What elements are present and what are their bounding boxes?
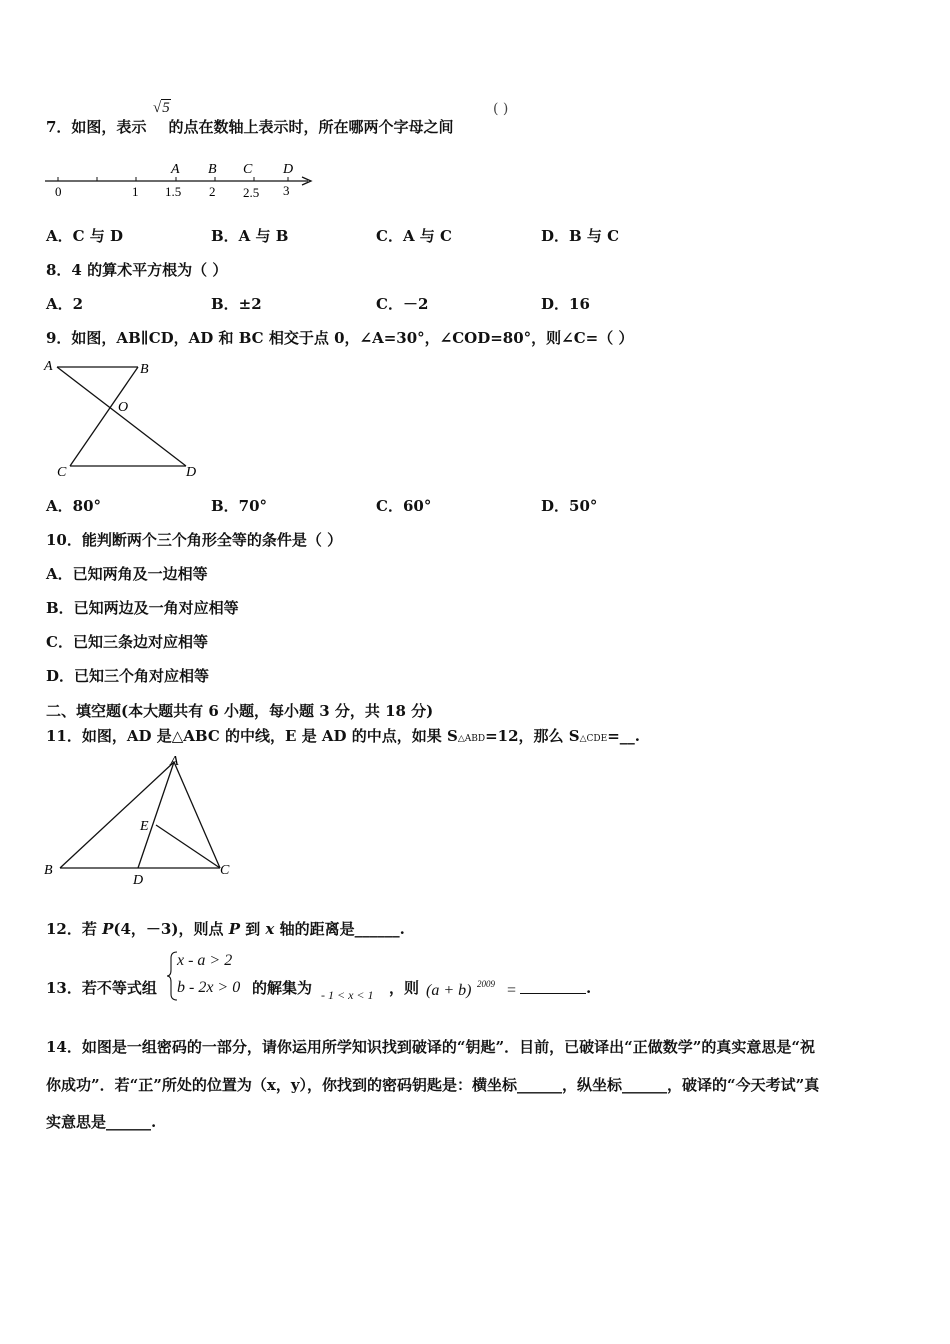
q8-option-d[interactable]: D．16 <box>541 295 590 313</box>
tick-label-3: 3 <box>283 183 290 198</box>
label-b: B <box>44 863 53 878</box>
q8-stem: 8．4 的算术平方根为（ ） <box>46 261 228 279</box>
q14-line-2: 你成功”．若“正”所处的位置为（x，y），你找到的密码钥匙是：横坐标______，纵坐标______，破译的“今天考试”真 <box>46 1076 820 1094</box>
q12-x-axis: x <box>265 920 275 938</box>
q7-option-b[interactable]: B．A 与 B <box>211 227 289 245</box>
q11-part1: 11．如图，AD 是△ABC 的中线，E 是 AD 的中点，如果 S <box>46 727 458 745</box>
q8-option-a[interactable]: A．2 <box>46 295 84 313</box>
q7-stem <box>46 116 453 137</box>
label-d: D <box>186 465 197 480</box>
q11-stem <box>46 725 640 746</box>
q7-option-c[interactable]: C．A 与 C <box>376 227 452 245</box>
q11-figure <box>40 752 240 887</box>
q13-solution: - 1 < x < 1 <box>321 988 374 1002</box>
q10-option-b[interactable]: B．已知两边及一角对应相等 <box>46 599 239 617</box>
point-label-c: C <box>243 162 253 177</box>
q11-sub-abd: △ABD <box>457 734 486 744</box>
segment-ad <box>57 367 186 466</box>
sqrt-icon: √ <box>153 100 162 116</box>
tick-label-0: 0 <box>55 184 62 199</box>
q7-suffix: 的点在数轴上表示时，所在哪两个字母之间 <box>168 118 454 136</box>
q13-answer-blank[interactable] <box>520 993 586 994</box>
label-c: C <box>220 863 230 878</box>
q7-answer-paren: ( ) <box>493 101 509 117</box>
q12-part1: 12．若 <box>46 920 103 938</box>
label-c: C <box>57 465 67 480</box>
q13-exponent: 2009 <box>477 979 495 989</box>
point-label-a: A <box>171 162 180 177</box>
q11-sub-cde: △CDE <box>579 734 608 744</box>
q10-option-a[interactable]: A．已知两角及一边相等 <box>46 565 208 583</box>
q13-expression: (a + b) <box>426 982 472 999</box>
q11-part2: =12，那么 S <box>485 727 580 745</box>
tick-label-1: 1 <box>132 184 139 199</box>
tick-label-2-5: 2.5 <box>243 185 260 200</box>
label-d: D <box>133 873 144 887</box>
q9-option-a[interactable]: A．80° <box>46 497 102 515</box>
point-label-d: D <box>283 162 294 177</box>
q10-option-c[interactable]: C．已知三条边对应相等 <box>46 633 208 651</box>
q12-part4: 轴的距离是______. <box>274 920 405 938</box>
q8-option-b[interactable]: B．±2 <box>211 295 262 313</box>
label-a: A <box>44 359 53 374</box>
q13-period: . <box>586 979 592 997</box>
q8-option-c[interactable]: C．－2 <box>376 295 429 313</box>
segment-bc <box>70 367 138 466</box>
q13-lead: 13．若不等式组 <box>46 979 157 997</box>
label-e: E <box>140 819 149 834</box>
q9-option-b[interactable]: B．70° <box>211 497 268 515</box>
q13-then: ，则 <box>389 979 420 997</box>
q12-point-p: P <box>102 920 114 938</box>
point-label-b: B <box>208 162 217 177</box>
q14-line-1: 14．如图是一组密码的一部分，请你运用所学知识找到破译的“钥匙”．目前，已破译出“正做数学”的真实意思是“祝 <box>46 1038 816 1056</box>
q7-number-line <box>40 155 320 200</box>
label-b: B <box>140 362 149 377</box>
q13-mid: 的解集为 <box>252 979 313 997</box>
q7-option-d[interactable]: D．B 与 C <box>541 227 620 245</box>
q7-sqrt-radicand: 5 <box>162 100 170 116</box>
q7-prefix: 7．如图，表示 <box>46 118 147 136</box>
q7-option-a[interactable]: A．C 与 D <box>46 227 124 245</box>
q11-part3: =__. <box>607 727 640 745</box>
q10-stem: 10．能判断两个三个角形全等的条件是（ ） <box>46 531 343 549</box>
q9-option-c[interactable]: C．60° <box>376 497 432 515</box>
q12-stem <box>46 918 405 939</box>
q9-stem: 9．如图，AB∥CD，AD 和 BC 相交于点 0，∠A=30°，∠COD=80°，则∠C=（ ） <box>46 329 634 347</box>
label-o: O <box>118 400 129 415</box>
section-heading-fill-in: 二、填空题(本大题共有 6 小题，每小题 3 分，共 18 分) <box>46 702 434 720</box>
q9-option-d[interactable]: D．50° <box>541 497 598 515</box>
q14-line-3: 实意思是______. <box>46 1113 157 1131</box>
q13-inequality-2: b - 2x > 0 <box>177 979 241 996</box>
label-a: A <box>170 754 179 769</box>
q13-inequality-1: x - a > 2 <box>177 952 233 969</box>
q13-equals: = <box>507 982 517 999</box>
tick-label-2: 2 <box>209 184 216 199</box>
q12-part3: 到 <box>239 920 266 938</box>
q12-part2: (4，－3)，则点 <box>113 920 229 938</box>
tick-label-1-5: 1.5 <box>165 184 182 199</box>
q12-point-p2: P <box>228 920 240 938</box>
q7-sqrt <box>153 100 171 117</box>
segment-ab <box>60 762 174 868</box>
q9-figure <box>40 352 210 482</box>
q10-option-d[interactable]: D．已知三个角对应相等 <box>46 667 210 685</box>
